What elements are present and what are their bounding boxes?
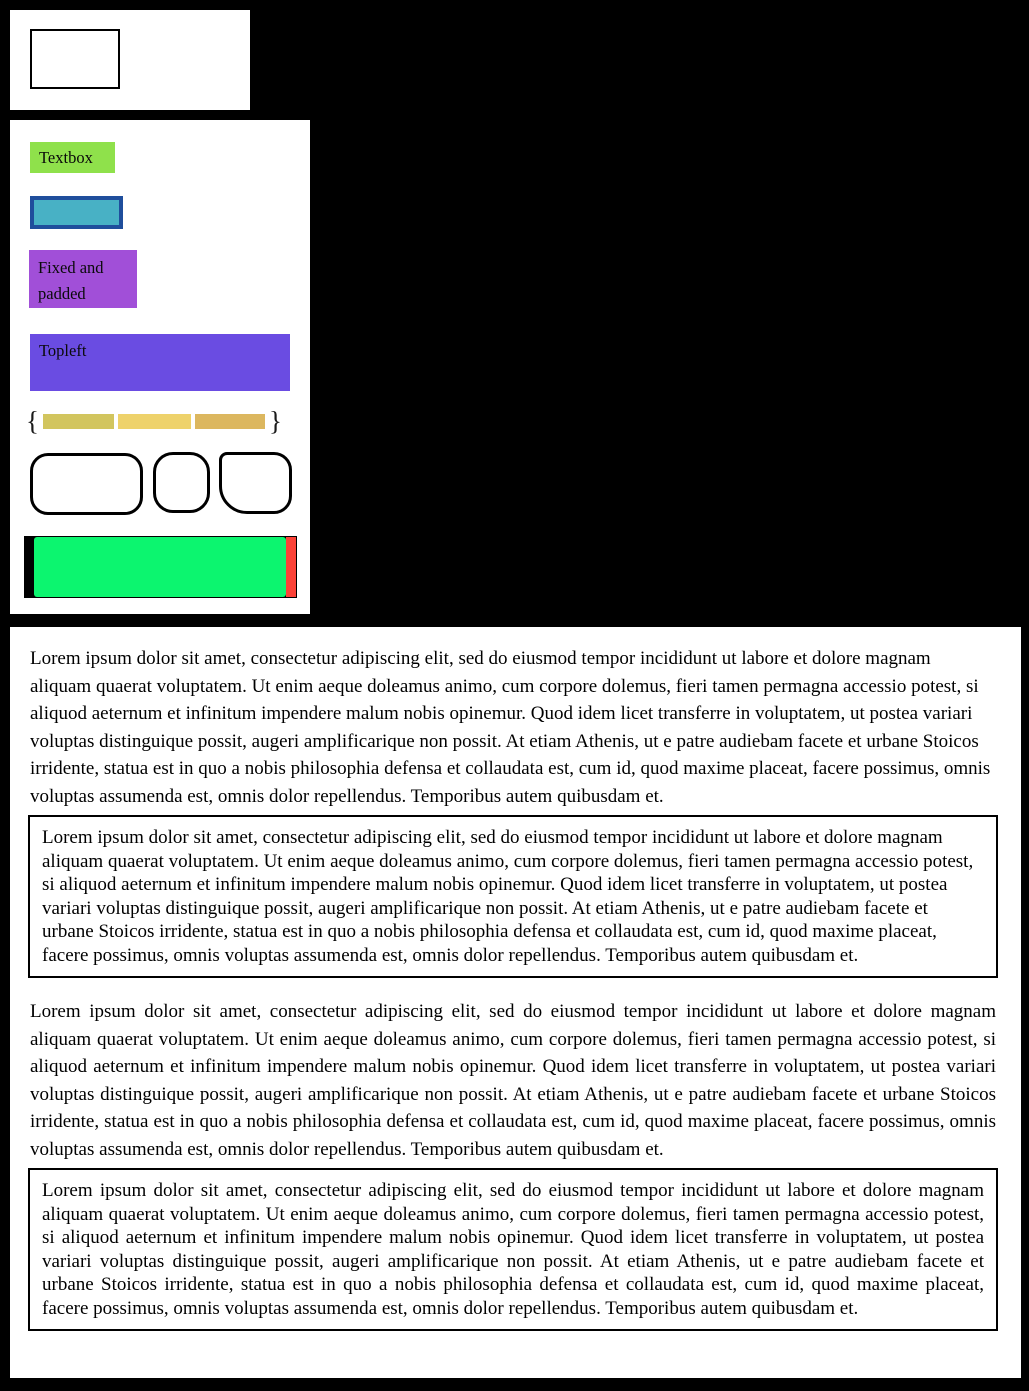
paragraph-boxed-justified xyxy=(28,1168,998,1331)
open-brace: { xyxy=(26,406,39,436)
inline-bars-row xyxy=(26,404,282,438)
paragraph-boxed xyxy=(28,815,998,978)
widget-panel xyxy=(10,120,310,614)
progress-fill-green xyxy=(34,537,286,597)
rounded-rect-small xyxy=(153,452,210,513)
rounded-rect-wide xyxy=(30,453,143,515)
outlined-rectangle xyxy=(30,29,120,89)
document-area xyxy=(10,627,1021,1378)
progress-bar xyxy=(24,536,297,598)
paragraph-justified: Lorem ipsum dolor sit amet, consectetur adipiscing elit, sed do eiusmod tempor incididunt ut labore et dolore magnam aliquam quaerat voluptatem. Ut enim aeque doleamus animo, cum corpore dolemus, fieri tamen permagna accessio potest, si aliquod aeternum et infinitum impendere malum nobis opinemur. Quod idem licet transferre in voluptatem, ut postea variari voluptas distinguique possit, augeri amplificarique non possit. At etiam Athenis, ut e patre audiebam facete et urbane Stoicos irridente, statua est in quo a nobis philosophia defensa et collaudata est, cum id, quod maxime placeat, facere possimus, omnis voluptas assumenda est, omnis dolor repellendus. Temporibus autem quibusdam et. xyxy=(30,1001,996,1160)
rounded-rect-mixed-corners xyxy=(219,452,292,514)
topleft-box xyxy=(30,334,290,391)
paragraph-boxed-text: Lorem ipsum dolor sit amet, consectetur adipiscing elit, sed do eiusmod tempor incididunt ut labore et dolore magnam aliquam quaerat voluptatem. Ut enim aeque doleamus animo, cum corpore dolemus, fieri tamen permagna accessio potest, si aliquod aeternum et infinitum impendere malum nobis opinemur. Quod idem licet transferre in voluptatem, ut postea variari voluptas distinguique possit, augeri amplificarique non possit. At etiam Athenis, ut e patre audiebam facete et urbane Stoicos irridente, statua est in quo a nobis philosophia defensa et collaudata est, cum id, quod maxime placeat, facere possimus, omnis voluptas assumenda est, omnis dolor repellendus. Temporibus autem quibusdam et. xyxy=(42,827,974,966)
top-white-card xyxy=(10,10,250,110)
textbox-label: Textbox xyxy=(39,147,93,167)
inline-bar-tan xyxy=(195,414,265,429)
close-brace: } xyxy=(268,406,282,436)
bordered-input-box[interactable] xyxy=(30,196,123,229)
fixed-padded-box xyxy=(29,250,137,308)
textbox-widget[interactable] xyxy=(30,142,115,173)
paragraph-plain: Lorem ipsum dolor sit amet, consectetur adipiscing elit, sed do eiusmod tempor incididunt ut labore et dolore magnam aliquam quaerat voluptatem. Ut enim aeque doleamus animo, cum corpore dolemus, fieri tamen permagna accessio potest, si aliquod aeternum et infinitum impendere malum nobis opinemur. Quod idem licet transferre in voluptatem, ut postea variari voluptas distinguique possit, augeri amplificarique non possit. At etiam Athenis, ut e patre audiebam facete et urbane Stoicos irridente, statua est in quo a nobis philosophia defensa et collaudata est, cum id, quod maxime placeat, facere possimus, omnis voluptas assumenda est, omnis dolor repellendus. Temporibus autem quibusdam et. xyxy=(30,648,991,807)
topleft-label: Topleft xyxy=(39,341,87,360)
fixed-padded-label: Fixed and padded xyxy=(38,258,104,303)
paragraph-boxed-justified-text: Lorem ipsum dolor sit amet, consectetur adipiscing elit, sed do eiusmod tempor incididunt ut labore et dolore magnam aliquam quaerat voluptatem. Ut enim aeque doleamus animo, cum corpore dolemus, fieri tamen permagna accessio potest, si aliquod aeternum et infinitum impendere malum nobis opinemur. Quod idem licet transferre in voluptatem, ut postea variari voluptas distinguique possit, augeri amplificarique non possit. At etiam Athenis, ut e patre audiebam facete et urbane Stoicos irridente, statua est in quo a nobis philosophia defensa et collaudata est, cum id, quod maxime placeat, facere possimus, omnis voluptas assumenda est, omnis dolor repellendus. Temporibus autem quibusdam et. xyxy=(42,1180,984,1319)
inline-bar-yellow xyxy=(118,414,191,429)
progress-segment-red xyxy=(286,537,296,597)
inline-bar-khaki xyxy=(43,414,114,429)
